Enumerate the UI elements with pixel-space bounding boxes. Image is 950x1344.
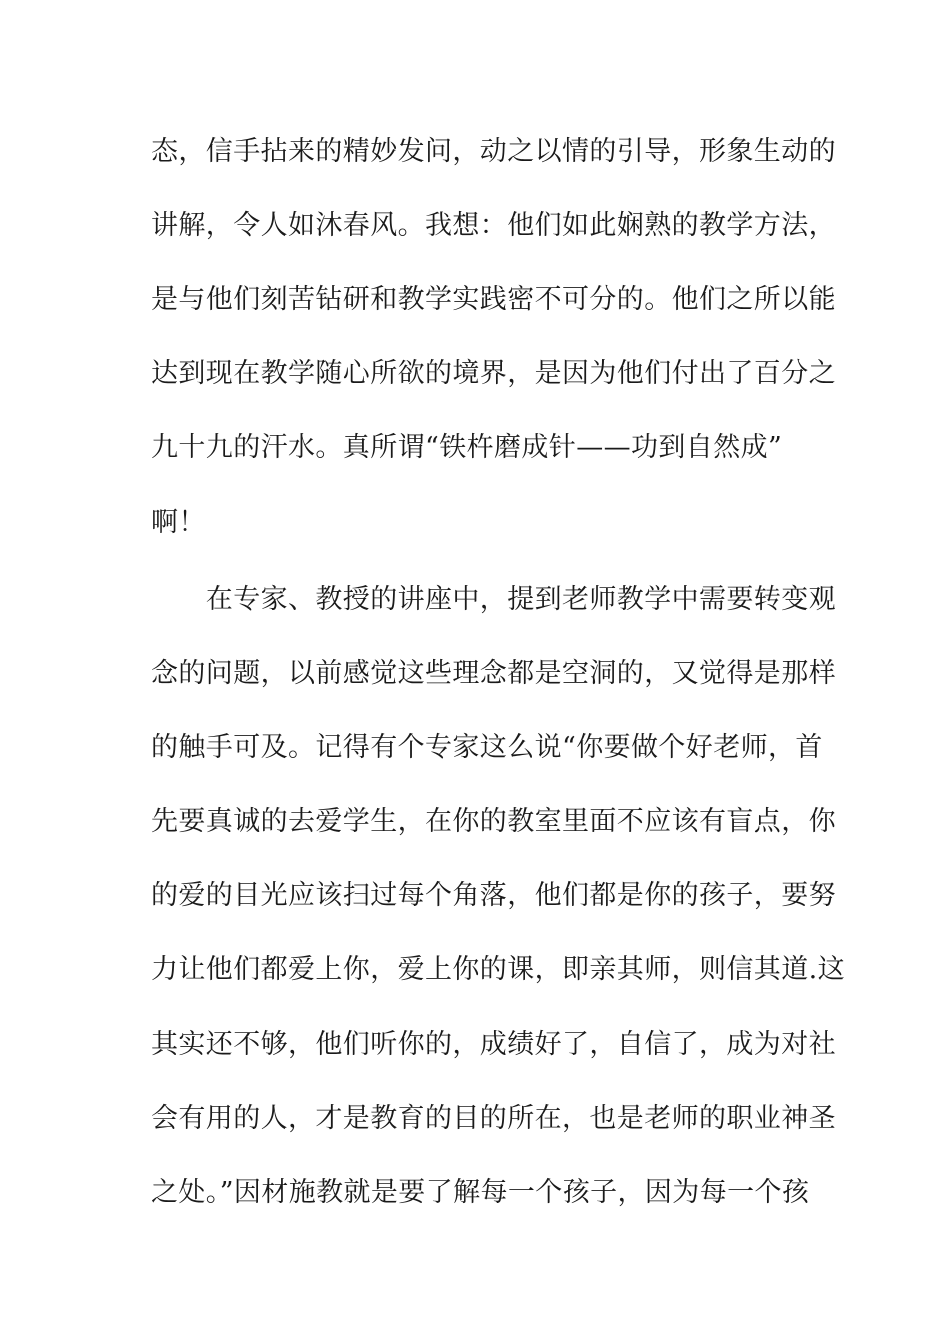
text-line: 达到现在教学随心所欲的境界，是因为他们付出了百分之 — [151, 358, 836, 389]
text-line: 讲解，令人如沐春风。我想：他们如此娴熟的教学方法， — [151, 210, 836, 241]
text-line: 是与他们刻苦钻研和教学实践密不可分的。他们之所以能 — [151, 284, 836, 315]
text-line: 之处。”因材施教就是要了解每一个孩子，因为每一个孩 — [151, 1177, 810, 1208]
text-line: 态，信手拈来的精妙发问，动之以情的引导，形象生动的 — [151, 136, 836, 167]
text-line: 会有用的人，才是教育的目的所在，也是老师的职业神圣 — [151, 1103, 836, 1134]
text-line: 其实还不够，他们听你的，成绩好了，自信了，成为对社 — [151, 1029, 836, 1060]
text-line: 的触手可及。记得有个专家这么说“你要做个好老师，首 — [151, 732, 823, 763]
text-line: 在专家、教授的讲座中，提到老师教学中需要转变观 — [151, 584, 836, 615]
text-line: 的爱的目光应该扫过每个角落，他们都是你的孩子，要努 — [151, 880, 836, 911]
text-line: 啊！ — [151, 507, 206, 538]
text-line: 先要真诚的去爱学生，在你的教室里面不应该有盲点，你 — [151, 806, 836, 837]
text-line: 念的问题，以前感觉这些理念都是空洞的，又觉得是那样 — [151, 658, 836, 689]
text-line: 力让他们都爱上你，爱上你的课，即亲其师，则信其道.这 — [151, 954, 845, 985]
text-line: 九十九的汗水。真所谓“铁杵磨成针——功到自然成” — [151, 432, 783, 463]
